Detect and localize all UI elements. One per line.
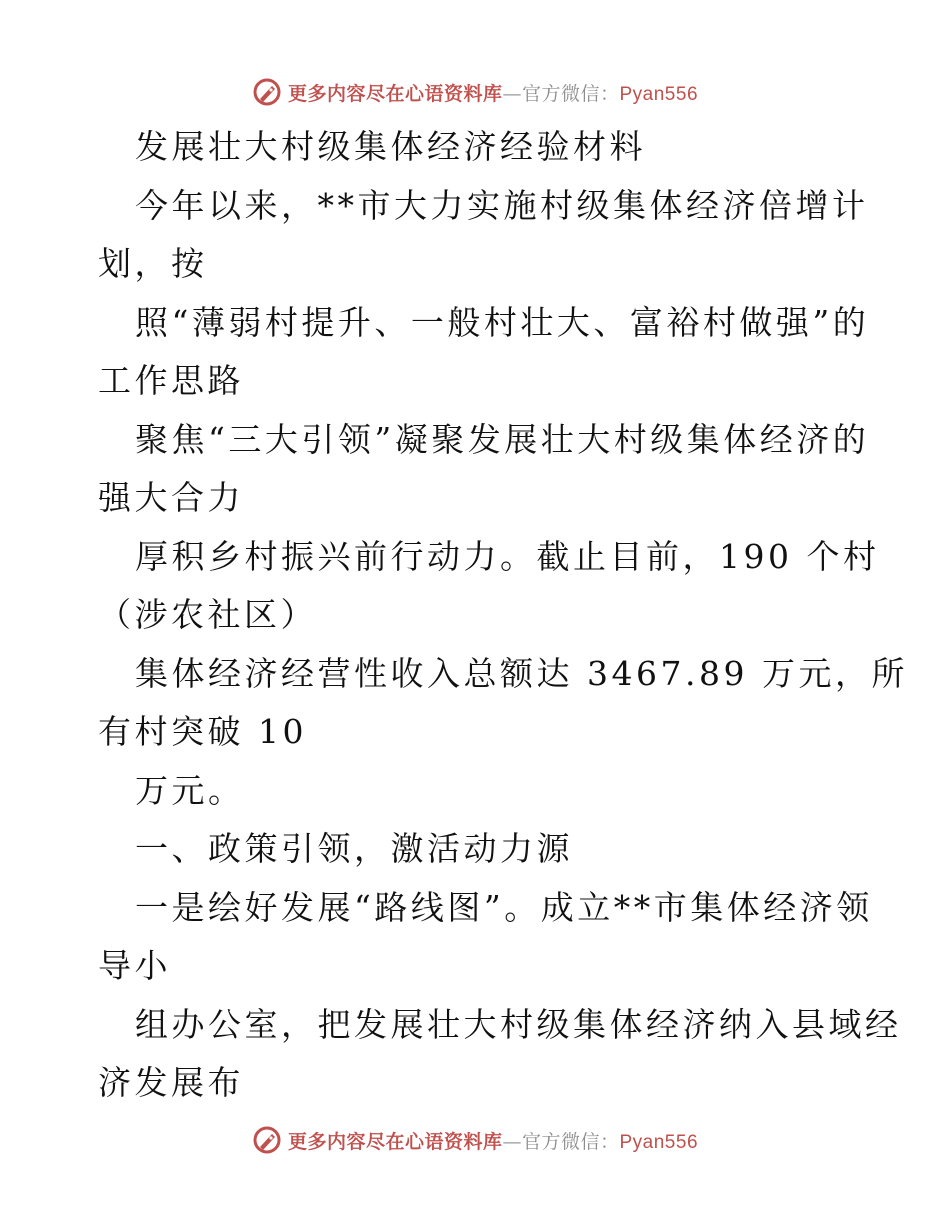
document-title: 发展壮大村级集体经济经验材料 bbox=[135, 127, 646, 166]
paragraph-line: 工作思路 bbox=[98, 361, 244, 400]
header-watermark bbox=[0, 72, 950, 112]
paragraph-line: （涉农社区） bbox=[98, 595, 317, 634]
paragraph-line: 厚积乡村振兴前行动力。截止目前，190 个村 bbox=[135, 536, 880, 576]
paragraph-line: 今年以来，**市大力实施村级集体经济倍增计 bbox=[135, 185, 869, 225]
paragraph-line: 强大合力 bbox=[98, 478, 244, 517]
paragraph-line: 有村突破 10 bbox=[98, 712, 307, 751]
pen-nib-circle-icon bbox=[252, 1125, 282, 1155]
watermark-dash: — bbox=[502, 1130, 522, 1153]
pen-nib-circle-icon bbox=[252, 77, 282, 107]
section-heading: 一、政策引领，激活动力源 bbox=[135, 829, 573, 868]
paragraph-line: 照“薄弱村提升、一般村壮大、富裕村做强”的 bbox=[135, 302, 870, 342]
watermark-brand: 更多内容尽在心语资料库 bbox=[287, 82, 503, 105]
paragraph-line: 一是绘好发展“路线图”。成立**市集体经济领 bbox=[135, 887, 873, 927]
watermark-brand: 更多内容尽在心语资料库 bbox=[287, 1130, 503, 1153]
watermark-wechat-id: Pyan556 bbox=[619, 83, 699, 105]
watermark-wechat-id: Pyan556 bbox=[619, 1131, 699, 1153]
watermark-wechat-label: 官方微信： bbox=[521, 82, 620, 105]
paragraph-line: 聚焦“三大引领”凝聚发展壮大村级集体经济的 bbox=[135, 419, 870, 459]
watermark-text bbox=[288, 1127, 698, 1154]
footer-watermark bbox=[0, 1120, 950, 1160]
paragraph-line: 组办公室，把发展壮大村级集体经济纳入县域经 bbox=[135, 1004, 902, 1044]
paragraph-line: 划，按 bbox=[98, 244, 208, 283]
paragraph-line: 集体经济经营性收入总额达 3467.89 万元，所 bbox=[135, 653, 908, 693]
paragraph-line: 济发展布 bbox=[98, 1063, 244, 1102]
paragraph-line: 万元。 bbox=[135, 770, 245, 810]
paragraph-line: 导小 bbox=[98, 946, 171, 985]
watermark-dash: — bbox=[502, 82, 522, 105]
document-body bbox=[98, 118, 908, 1113]
watermark-text bbox=[288, 79, 698, 106]
watermark-wechat-label: 官方微信： bbox=[521, 1130, 620, 1153]
